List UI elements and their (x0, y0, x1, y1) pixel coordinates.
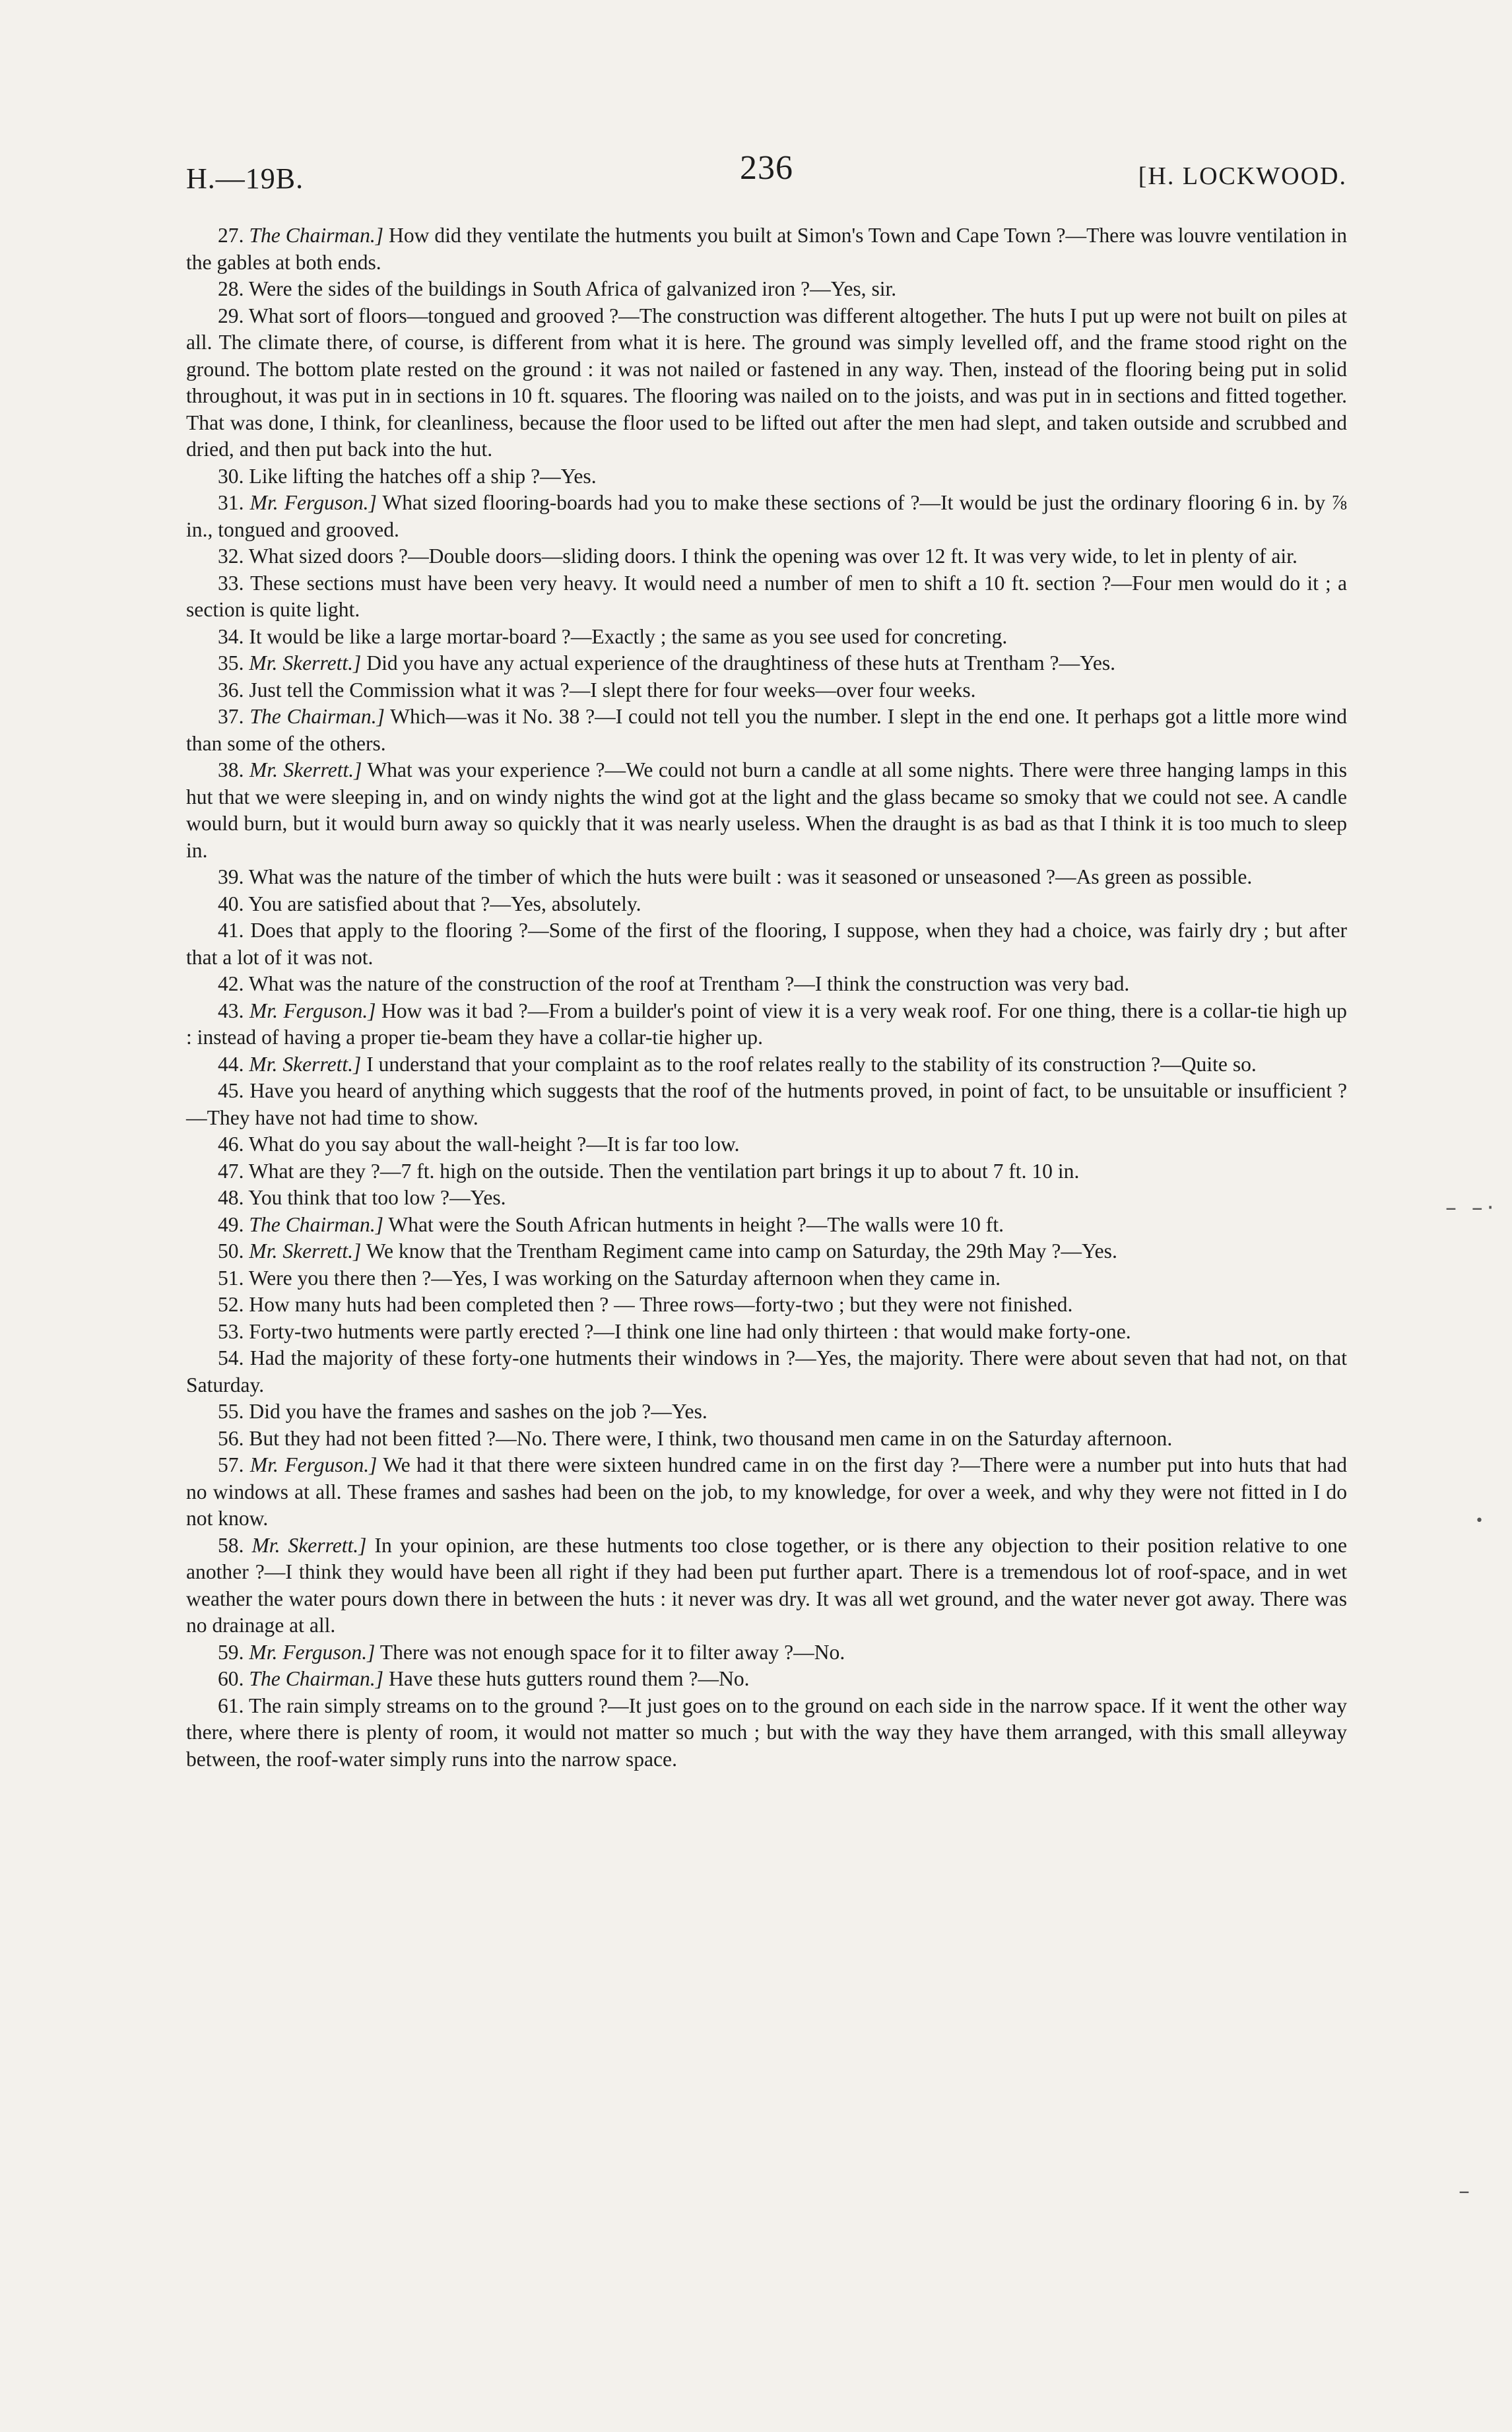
question-answer-text: What do you say about the wall-height ?—It is far too low. (248, 1133, 740, 1156)
testimony-paragraph (186, 757, 1347, 864)
margin-mark: – (1459, 2178, 1470, 2204)
question-answer-text: There was not enough space for it to filter away ?—No. (379, 1640, 845, 1664)
question-number: 35. (218, 651, 244, 674)
question-answer-text: What sized doors ?—Double doors—sliding doors. I think the opening was over 12 ft. It was very wide, to let in plenty of air. (248, 544, 1298, 568)
question-number: 60. (218, 1667, 244, 1690)
question-number: 45. (218, 1079, 244, 1102)
speaker-name: Mr. Skerrett.] (249, 758, 362, 781)
testimony-paragraph (186, 624, 1347, 651)
running-head (186, 148, 1347, 195)
question-number: 56. (218, 1426, 244, 1450)
testimony-paragraph (186, 677, 1347, 704)
question-number: 36. (218, 678, 244, 702)
question-answer-text: The rain simply streams on to the ground ?—It just goes on to the ground on each side in the narrow space. If it went the other way there, where there is plenty of room, it would not matter so much ; but with the way they have them arranged, with this small alleyway between, the roof-water simply runs into the narrow space. (186, 1693, 1347, 1771)
speaker-name: The Chairman.] (249, 1212, 384, 1236)
question-answer-text: What are they ?—7 ft. high on the outside. Then the ventilation part brings it up to about 7 ft. 10 in. (248, 1159, 1080, 1183)
testimony-paragraph (186, 222, 1347, 276)
testimony-paragraph (186, 570, 1347, 624)
testimony-paragraph (186, 1426, 1347, 1453)
margin-dot: • (1475, 1513, 1484, 1529)
question-answer-text: What sort of floors—tongued and grooved ?—The construction was different altogether. The huts I put up were not built on piles at all. The climate there, of course, is different from what it is here. The ground was simply levelled off, and the frame stood right on the ground. The bottom plate rested on the ground : it was not nailed or fastened in any way. Then, instead of the flooring being put in solid throughout, it was put in in sections in 10 ft. squares. The flooring was nailed on to the joists, and was put in in sections and fitted together. That was done, I think, for cleanliness, because the floor used to be lifted out after the men had slept, and taken outside and scrubbed and dried, and then put back into the hut. (186, 304, 1348, 461)
question-answer-text: Have you heard of anything which suggests that the roof of the hutments proved, in point of fact, to be unsuitable or insufficient ?—They have not had time to show. (186, 1079, 1347, 1129)
question-number: 54. (218, 1346, 244, 1369)
speaker-name: Mr. Skerrett.] (249, 1239, 362, 1263)
question-number: 52. (218, 1293, 244, 1316)
question-number: 40. (218, 892, 244, 915)
testimony-paragraph (186, 917, 1347, 971)
question-number: 44. (218, 1052, 244, 1076)
question-answer-text: Does that apply to the flooring ?—Some of the first of the flooring, I suppose, when they had a choice, was fairly dry ; but after that a lot of it was not. (186, 919, 1347, 969)
testimony-paragraph (186, 1292, 1347, 1319)
question-answer-text: How many huts had been completed then ? — Three rows—forty-two ; but they were not finished. (249, 1293, 1073, 1316)
question-answer-text: Just tell the Commission what it was ?—I slept there for four weeks—over four weeks. (249, 678, 976, 702)
testimony-paragraph (186, 891, 1347, 918)
speaker-name: Mr. Skerrett.] (249, 1052, 362, 1076)
question-number: 38. (218, 758, 244, 781)
testimony-paragraph (186, 1265, 1347, 1292)
question-number: 28. (218, 277, 244, 300)
question-answer-text: Forty-two hutments were partly erected ?—I think one line had only thirteen : that would make forty-one. (249, 1319, 1131, 1343)
question-number: 32. (218, 544, 244, 568)
question-answer-text: What was the nature of the timber of which the huts were built : was it seasoned or unseasoned ?—As green as possible. (248, 865, 1253, 888)
question-answer-text: I understand that your complaint as to the roof relates really to the stability of its construction ?—Quite so. (366, 1052, 1257, 1076)
testimony-paragraph (186, 1345, 1347, 1398)
question-answer-text: Have these huts gutters round them ?—No. (388, 1667, 750, 1690)
testimony-paragraph (186, 1452, 1347, 1532)
question-number: 48. (218, 1186, 244, 1209)
question-answer-text: We had it that there were sixteen hundred came in on the first day ?—There were a number put into huts that had no windows at all. These frames and sashes had been on the job, to my knowledge, for over a week, and why they were not fitted in I do not know. (186, 1453, 1348, 1530)
testimony-paragraph (186, 276, 1347, 303)
question-number: 41. (218, 919, 244, 942)
question-answer-text: We know that the Trentham Regiment came into camp on Saturday, the 29th May ?—Yes. (366, 1239, 1117, 1263)
margin-mark: – –· (1445, 1195, 1498, 1221)
question-answer-text: Were the sides of the buildings in South Africa of galvanized iron ?—Yes, sir. (248, 277, 897, 300)
testimony-paragraph (186, 971, 1347, 998)
question-answer-text: How did they ventilate the hutments you built at Simon's Town and Cape Town ?—There was louvre ventilation in the gables at both ends. (186, 224, 1347, 274)
question-number: 33. (218, 571, 244, 595)
testimony-body (186, 222, 1347, 1773)
question-number: 47. (218, 1159, 244, 1183)
speaker-name: Mr. Ferguson.] (249, 491, 377, 514)
question-answer-text: Were you there then ?—Yes, I was working on the Saturday afternoon when they came in. (248, 1266, 1001, 1290)
question-answer-text: Like lifting the hatches off a ship ?—Yes. (249, 464, 597, 488)
question-number: 37. (218, 705, 244, 728)
question-number: 53. (218, 1319, 244, 1343)
speaker-name: The Chairman.] (249, 1667, 384, 1690)
question-number: 39. (218, 865, 244, 888)
question-number: 59. (218, 1640, 244, 1664)
question-number: 57. (218, 1453, 244, 1476)
testimony-paragraph (186, 1238, 1347, 1265)
question-number: 46. (218, 1133, 244, 1156)
question-number: 31. (218, 491, 244, 514)
testimony-paragraph (186, 1212, 1347, 1239)
question-answer-text: What sized flooring-boards had you to make these sections of ?—It would be just the ordinary flooring 6 in. by ⅞ in., tongued and grooved. (186, 491, 1347, 541)
question-number: 29. (218, 304, 244, 327)
speaker-name: Mr. Ferguson.] (249, 999, 376, 1022)
testimony-paragraph (186, 1532, 1347, 1639)
question-number: 50. (218, 1239, 244, 1263)
testimony-paragraph (186, 543, 1347, 570)
speaker-name: Mr. Skerrett.] (251, 1533, 367, 1557)
question-number: 27. (218, 224, 244, 247)
question-answer-text: What was your experience ?—We could not burn a candle at all some nights. There were three hanging lamps in this hut that we were sleeping in, and on windy nights the wind got at the light and the glass became so smoky that we could not see. A candle would burn, but it would burn away so quickly that it was nearly useless. When the draught is as bad as that I think it is too much to sleep in. (186, 758, 1347, 862)
testimony-paragraph (186, 1158, 1347, 1185)
testimony-paragraph (186, 864, 1347, 891)
testimony-paragraph (186, 998, 1347, 1051)
testimony-paragraph (186, 1131, 1347, 1158)
question-answer-text: Which—was it No. 38 ?—I could not tell you the number. I slept in the end one. It perhaps got a little more wind than some of the others. (186, 705, 1347, 755)
question-number: 34. (218, 624, 244, 648)
testimony-paragraph (186, 1078, 1347, 1131)
testimony-paragraph (186, 1185, 1347, 1212)
question-answer-text: You are satisfied about that ?—Yes, absolutely. (248, 892, 641, 915)
question-answer-text: Did you have the frames and sashes on the job ?—Yes. (249, 1400, 707, 1423)
question-number: 61. (218, 1693, 244, 1717)
question-answer-text: It would be like a large mortar-board ?—Exactly ; the same as you see used for concreting. (249, 624, 1008, 648)
question-number: 30. (218, 464, 244, 488)
question-answer-text: Did you have any actual experience of the draughtiness of these huts at Trentham ?—Yes. (366, 651, 1116, 674)
question-answer-text: You think that too low ?—Yes. (248, 1186, 506, 1209)
question-number: 43. (218, 999, 244, 1022)
testimony-paragraph (186, 704, 1347, 757)
question-number: 55. (218, 1400, 244, 1423)
testimony-paragraph (186, 1666, 1347, 1693)
question-number: 42. (218, 972, 244, 995)
speaker-name: Mr. Skerrett.] (249, 651, 362, 674)
speaker-name: The Chairman.] (249, 705, 385, 728)
speaker-name: Mr. Ferguson.] (249, 1453, 378, 1476)
question-answer-text: Had the majority of these forty-one hutments their windows in ?—Yes, the majority. There were about seven that had not, on that Saturday. (186, 1346, 1348, 1397)
testimony-paragraph (186, 490, 1347, 543)
testimony-paragraph (186, 463, 1347, 490)
page-number: 236 (740, 149, 793, 187)
question-number: 58. (218, 1533, 244, 1557)
speaker-name: Mr. Ferguson.] (249, 1640, 376, 1664)
question-answer-text: How was it bad ?—From a builder's point of view it is a very weak roof. For one thing, there is a collar-tie high up : instead of having a proper tie-beam they have a collar-tie higher up. (186, 999, 1347, 1049)
testimony-paragraph (186, 303, 1347, 463)
header-witness: [H. LOCKWOOD. (1138, 162, 1347, 190)
testimony-paragraph (186, 650, 1347, 677)
testimony-paragraph (186, 1319, 1347, 1346)
question-answer-text: But they had not been fitted ?—No. There were, I think, two thousand men came in on the Saturday afternoon. (249, 1426, 1173, 1450)
speaker-name: The Chairman.] (249, 224, 384, 247)
question-answer-text: What was the nature of the construction of the roof at Trentham ?—I think the construction was very bad. (248, 972, 1130, 995)
testimony-paragraph (186, 1639, 1347, 1666)
header-reference: H.—19B. (186, 162, 304, 195)
testimony-paragraph (186, 1051, 1347, 1078)
testimony-paragraph (186, 1693, 1347, 1773)
question-number: 51. (218, 1266, 244, 1290)
question-answer-text: These sections must have been very heavy. It would need a number of men to shift a 10 ft. section ?—Four men would do it ; a section is quite light. (186, 571, 1347, 621)
question-number: 49. (218, 1212, 244, 1236)
question-answer-text: In your opinion, are these hutments too close together, or is there any objection to their position relative to one another ?—I think they would have been all right if they had been put further apart. There is a tremendous lot of roof-space, and in wet weather the water pours down there in between the huts : it never was dry. It was all wet ground, and the water never got away. There was no drainage at all. (186, 1533, 1347, 1637)
question-answer-text: What were the South African hutments in height ?—The walls were 10 ft. (388, 1212, 1004, 1236)
testimony-paragraph (186, 1398, 1347, 1426)
